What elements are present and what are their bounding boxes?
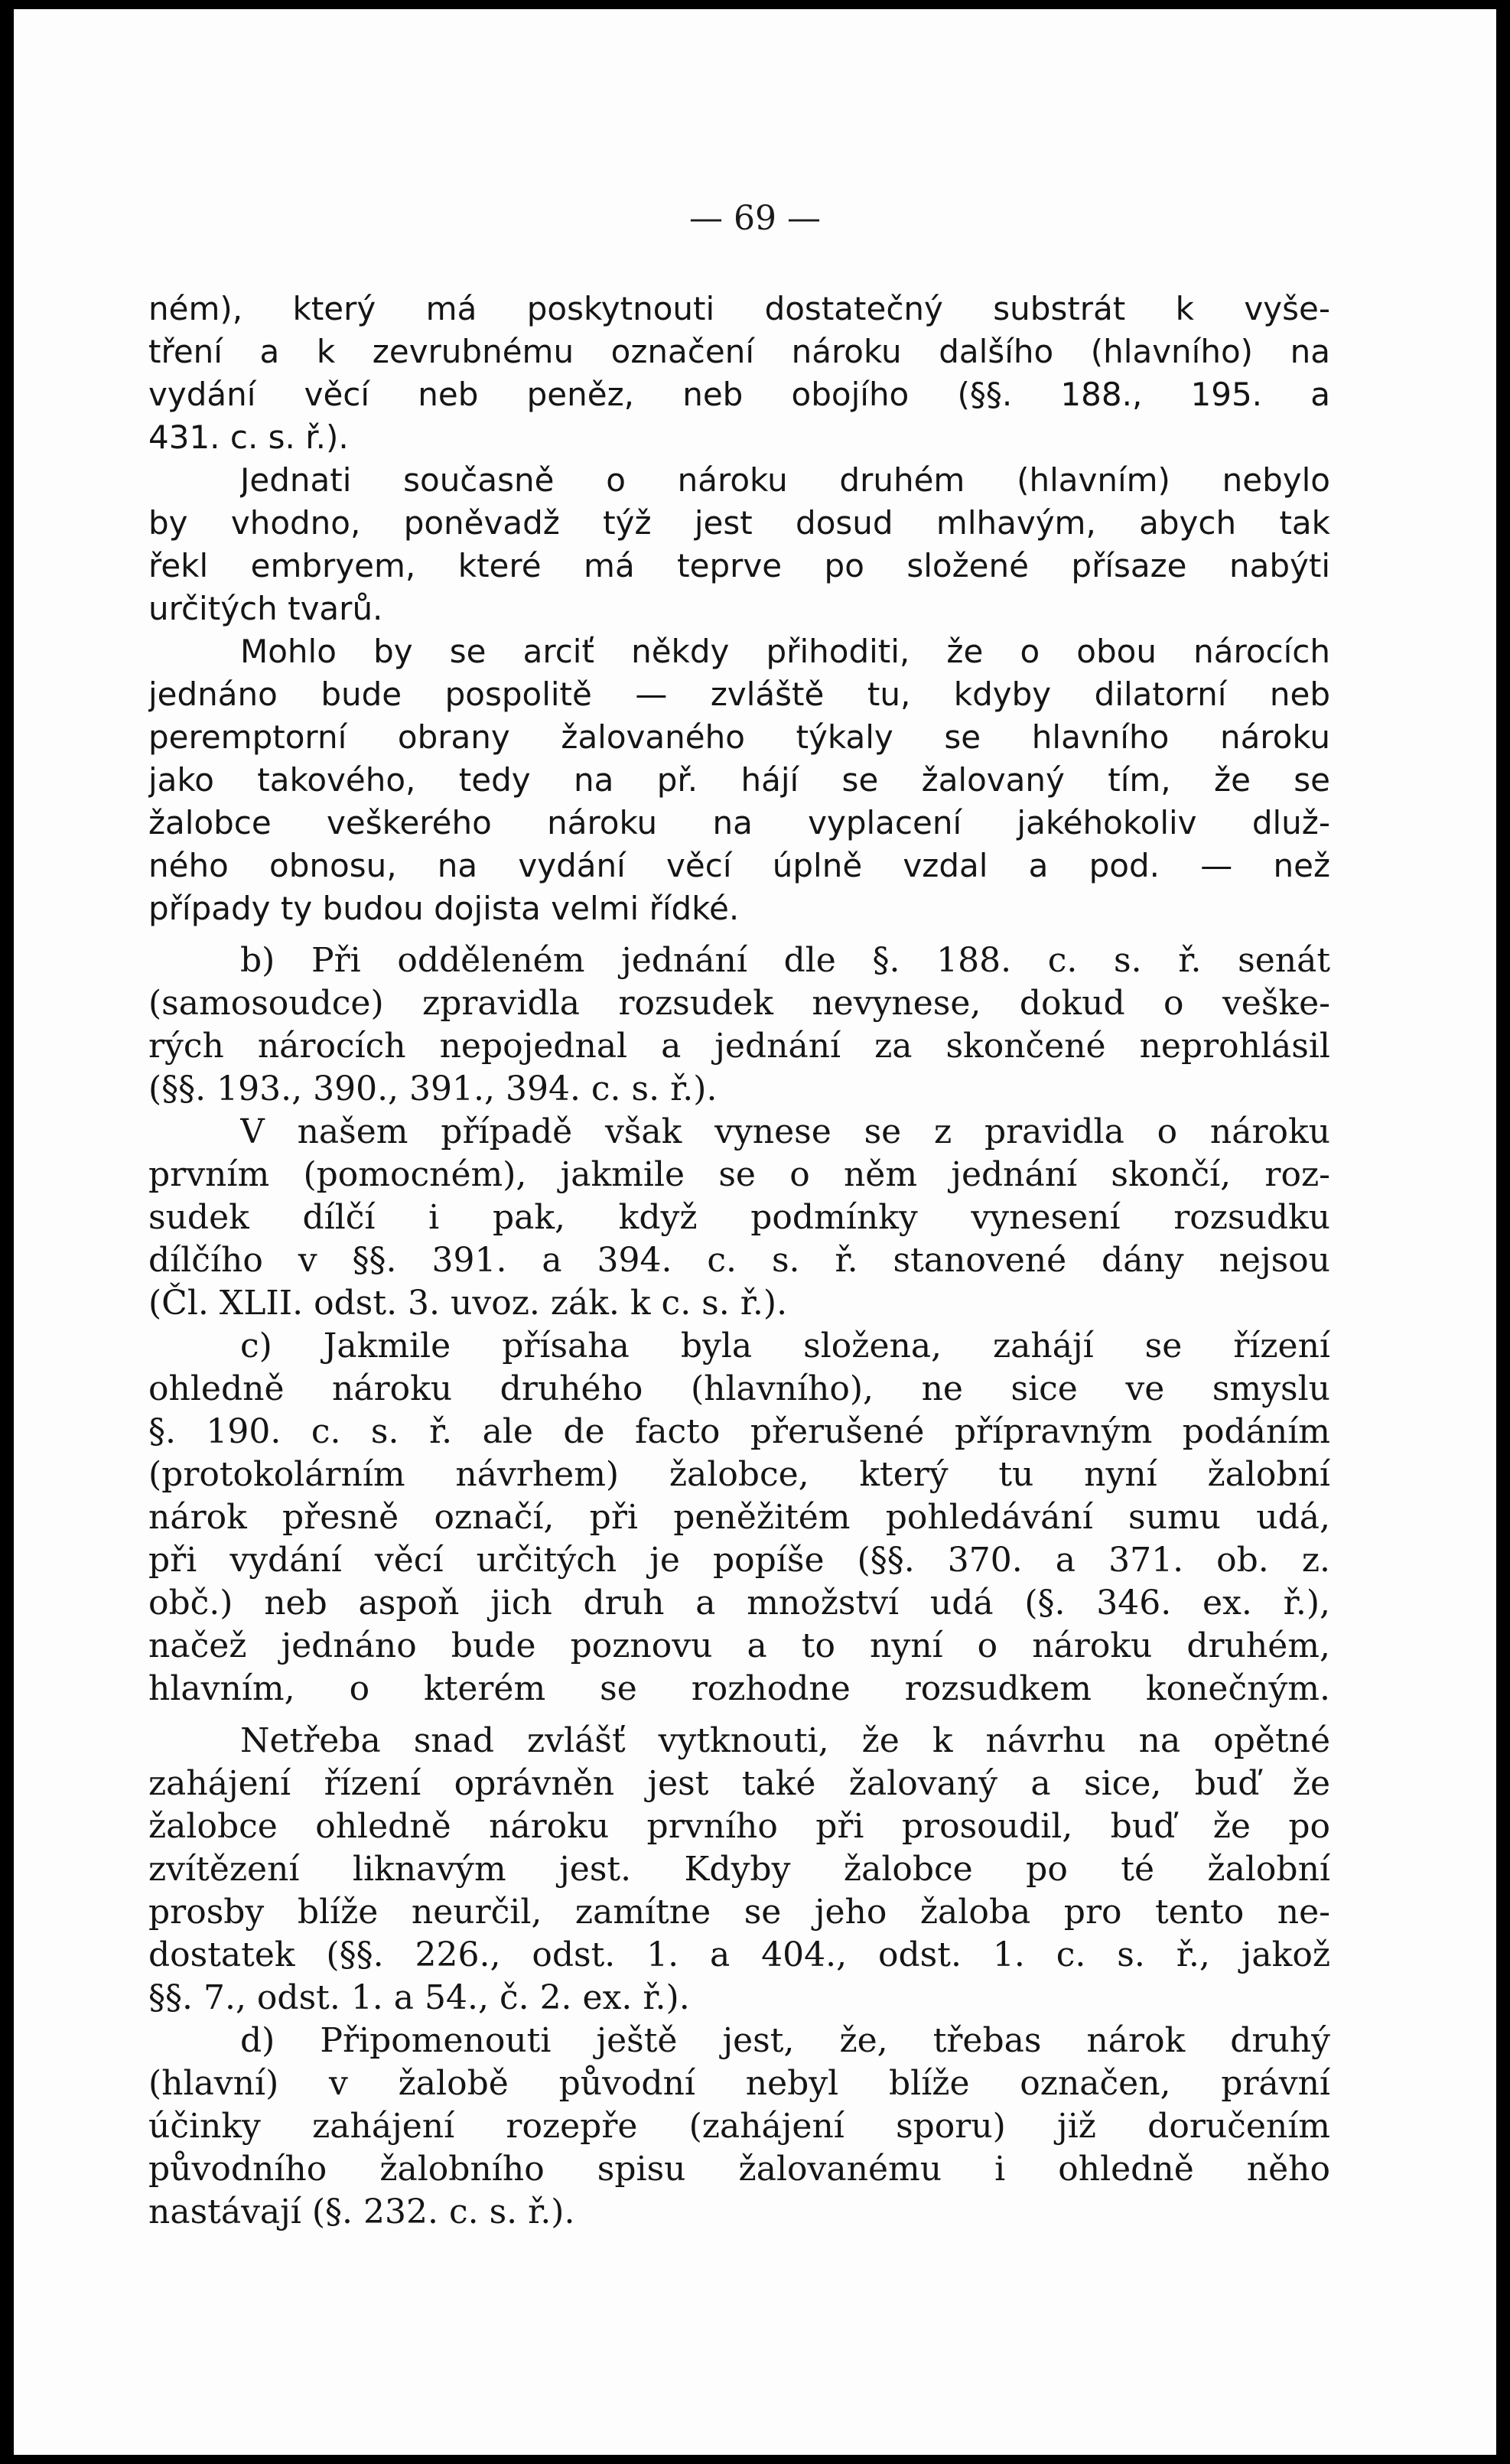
text-line: ného obnosu, na vydání věcí úplně vzdal a pod. — než bbox=[148, 847, 1330, 884]
text-line: jednáno bude pospolitě — zvláště tu, kdyby dilatorní neb bbox=[148, 675, 1330, 713]
text-line: d) Připomenouti ještě jest, že, třebas nárok druhý bbox=[240, 2021, 1330, 2060]
text-line: nastávají (§. 232. c. s. ř.). bbox=[148, 2192, 575, 2231]
text-line: tření a k zevrubnému označení nároku dalšího (hlavního) na bbox=[148, 333, 1330, 370]
text-line: nárok přesně označí, při peněžitém pohledávání sumu udá, bbox=[148, 1498, 1330, 1537]
book-page bbox=[14, 9, 1496, 2455]
text-line: řekl embryem, které má teprve po složené přísaze nabýti bbox=[148, 547, 1330, 584]
text-line: 431. c. s. ř.). bbox=[148, 418, 349, 456]
text-line: Netřeba snad zvlášť vytknouti, že k návrhu na opětné bbox=[240, 1721, 1330, 1760]
text-line: (§§. 193., 390., 391., 394. c. s. ř.). bbox=[148, 1069, 718, 1108]
text-line: sudek dílčí i pak, když podmínky vynesení rozsudku bbox=[148, 1198, 1330, 1237]
text-line: ohledně nároku druhého (hlavního), ne sice ve smyslu bbox=[148, 1369, 1330, 1408]
text-line: žalobce ohledně nároku prvního při prosoudil, buď že po bbox=[148, 1807, 1330, 1846]
text-line: by vhodno, poněvadž týž jest dosud mlhavým, abych tak bbox=[148, 504, 1330, 542]
text-line: rých nárocích nepojednal a jednání za skončené neprohlásil bbox=[148, 1027, 1330, 1066]
text-line: Jednati současně o nároku druhém (hlavním) nebylo bbox=[240, 461, 1330, 499]
text-line: žalobce veškerého nároku na vyplacení jakéhokoliv dluž- bbox=[148, 804, 1330, 841]
text-line: V našem případě však vynese se z pravidla o nároku bbox=[240, 1112, 1330, 1151]
text-line: dílčího v §§. 391. a 394. c. s. ř. stanovené dány nejsou bbox=[148, 1241, 1330, 1280]
text-line: případy ty budou dojista velmi řídké. bbox=[148, 890, 740, 927]
text-line: c) Jakmile přísaha byla složena, zahájí se řízení bbox=[240, 1326, 1330, 1365]
text-line: vydání věcí neb peněz, neb obojího (§§. 188., 195. a bbox=[148, 376, 1330, 413]
text-line: při vydání věcí určitých je popíše (§§. 370. a 371. ob. z. bbox=[148, 1541, 1330, 1580]
text-line: (protokolárním návrhem) žalobce, který tu nyní žalobní bbox=[148, 1455, 1330, 1494]
text-line: načež jednáno bude poznovu a to nyní o nároku druhém, bbox=[148, 1626, 1330, 1665]
text-line: peremptorní obrany žalovaného týkaly se hlavního nároku bbox=[148, 718, 1330, 756]
text-line: §§. 7., odst. 1. a 54., č. 2. ex. ř.). bbox=[148, 1978, 690, 2017]
text-line: původního žalobního spisu žalovanému i ohledně něho bbox=[148, 2150, 1330, 2189]
text-line: (Čl. XLII. odst. 3. uvoz. zák. k c. s. ř.). bbox=[148, 1284, 788, 1323]
page-number: — 69 — bbox=[689, 199, 821, 238]
text-line: (hlavní) v žalobě původní nebyl blíže označen, právní bbox=[148, 2064, 1330, 2103]
text-line: dostatek (§§. 226., odst. 1. a 404., odst. 1. c. s. ř., jakož bbox=[148, 1935, 1330, 1974]
text-line: hlavním, o kterém se rozhodne rozsudkem konečným. bbox=[148, 1669, 1330, 1708]
text-line: b) Při odděleném jednání dle §. 188. c. s. ř. senát bbox=[240, 941, 1330, 980]
text-line: Mohlo by se arciť někdy přihoditi, že o obou nárocích bbox=[240, 633, 1330, 670]
text-line: určitých tvarů. bbox=[148, 590, 383, 627]
text-line: ném), který má poskytnouti dostatečný substrát k vyše- bbox=[148, 290, 1330, 327]
text-line: prosby blíže neurčil, zamítne se jeho žaloba pro tento ne- bbox=[148, 1893, 1330, 1932]
text-line: jako takového, tedy na př. hájí se žalovaný tím, že se bbox=[148, 761, 1330, 799]
text-line: účinky zahájení rozepře (zahájení sporu) již doručením bbox=[148, 2107, 1330, 2146]
text-line: (samosoudce) zpravidla rozsudek nevynese, dokud o veške- bbox=[148, 984, 1330, 1023]
text-line: zahájení řízení oprávněn jest také žalovaný a sice, buď že bbox=[148, 1764, 1330, 1803]
text-line: zvítězení liknavým jest. Kdyby žalobce po té žalobní bbox=[148, 1850, 1330, 1889]
text-line: obč.) neb aspoň jich druh a množství udá (§. 346. ex. ř.), bbox=[148, 1584, 1330, 1623]
text-line: §. 190. c. s. ř. ale de facto přerušené přípravným podáním bbox=[148, 1412, 1330, 1451]
text-line: prvním (pomocném), jakmile se o něm jednání skončí, roz- bbox=[148, 1155, 1330, 1194]
